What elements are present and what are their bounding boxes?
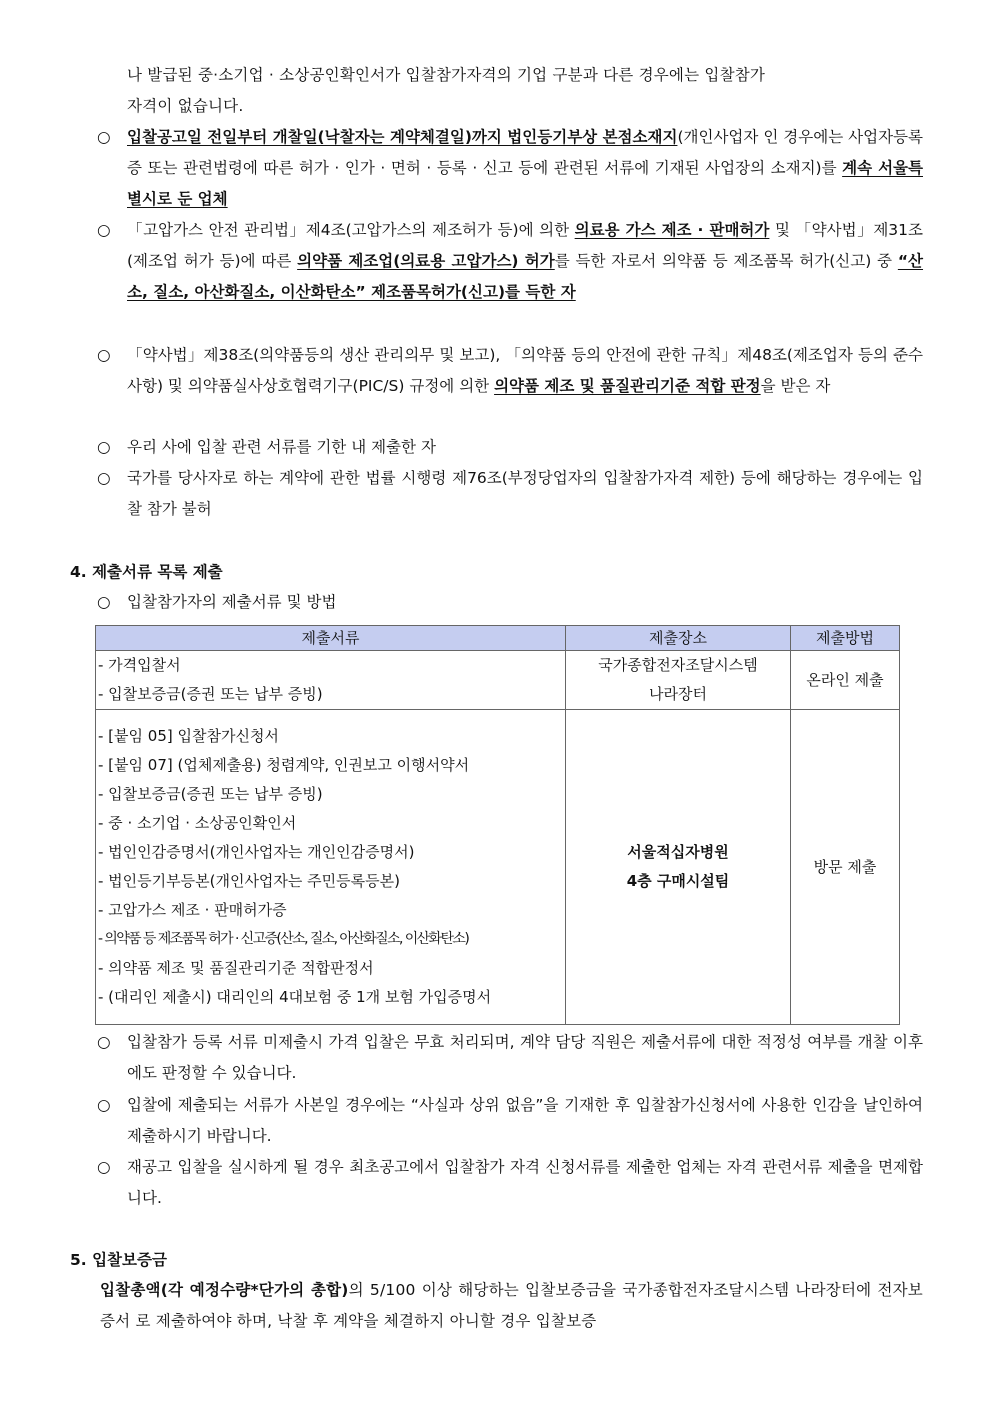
method-cell: 방문 제출 (791, 710, 900, 1025)
document-item: - [붙임 07] (업체제출용) 청렴계약, 인권보고 이행서약서 (98, 756, 470, 774)
section-4-subtitle (97, 587, 923, 618)
body-text: 입찰참가 등록 서류 미제출시 가격 입찰은 무효 처리되며, 계약 담당 직원은 제출서류에 대한 적정성 여부를 개찰 이후에도 판정할 수 있습니다. (127, 1033, 923, 1082)
note-bullet (97, 1090, 923, 1152)
section-5-paragraph (100, 1275, 923, 1337)
emphasis-text: “산소, 질소, 아산화질소, 이산화탄소” 제조품목허가(신고)를 득한 자 (127, 252, 924, 301)
documents-table (95, 625, 900, 1025)
table-header-row (96, 626, 900, 651)
section-4-heading: 4. 제출서류 목록 제출 (70, 563, 223, 581)
column-header: 제출서류 (96, 626, 566, 651)
eligibility-bullet-license (97, 215, 923, 308)
body-text: 「고압가스 안전 관리법」제4조(고압가스의 제조허가 등)에 의한 (127, 221, 575, 239)
intro-paragraph (127, 60, 923, 122)
circle-bullet-icon: ○ (97, 128, 111, 146)
emphasis-text: 의료용 가스 제조 · 판매허가 (574, 221, 770, 239)
document-item: - [붙임 05] 입찰참가신청서 (98, 727, 279, 745)
body-text: 의 5/100 이상 해당하는 입찰보증금을 국가종합전자조달시스템 나라장터에 전자보증서 로 제출하여야 하며, 낙찰 후 계약을 체결하지 아니할 경우 입찰보증 (100, 1281, 923, 1330)
method-cell: 온라인 제출 (791, 651, 900, 710)
eligibility-bullet-restriction (97, 463, 923, 525)
place-line: 국가종합전자조달시스템 (598, 656, 758, 674)
emphasis-text: 의약품 제조 및 품질관리기준 적합 판정 (494, 377, 761, 395)
emphasis-text: 입찰공고일 전일부터 개찰일(낙찰자는 계약체결일)까지 법인등기부상 본점소재지 (127, 128, 678, 146)
eligibility-bullet-gmp (97, 340, 923, 402)
body-text: 재공고 입찰을 실시하게 될 경우 최초공고에서 입찰참가 자격 신청서류를 제출한 업체는 자격 관련서류 제출을 면제합니다. (127, 1158, 923, 1207)
circle-bullet-icon: ○ (97, 1033, 111, 1051)
document-item: - 입찰보증금(증권 또는 납부 증빙) (98, 685, 323, 703)
document-item: - 의약품 등 제조품목 허가 · 신고증(산소, 질소, 아산화질소, 이산화탄소) (98, 931, 469, 947)
circle-bullet-icon: ○ (97, 1158, 111, 1176)
place-cell (566, 710, 791, 1025)
emphasis-text: 의약품 제조업(의료용 고압가스) 허가 (297, 252, 555, 270)
document-item: - (대리인 제출시) 대리인의 4대보험 중 1개 보험 가입증명서 (98, 988, 492, 1006)
eligibility-bullet-submission (97, 432, 923, 463)
table-row (96, 651, 900, 710)
note-bullet (97, 1152, 923, 1214)
body-text: 및 「약사법」제31조(제조업 허가 등)에 따른 (127, 221, 924, 270)
circle-bullet-icon: ○ (97, 1096, 111, 1114)
emphasis-text: 계속 서울특별시로 둔 업체 (127, 159, 923, 208)
column-header: 제출장소 (566, 626, 791, 651)
body-text: 를 득한 자로서 의약품 등 제조품목 허가(신고) 중 (554, 252, 898, 270)
document-item: - 입찰보증금(증권 또는 납부 증빙) (98, 785, 323, 803)
note-bullet (97, 1027, 923, 1089)
intro-line: 자격이 없습니다. (127, 97, 244, 115)
document-item: - 가격입찰서 (98, 656, 181, 674)
body-text: 입찰에 제출되는 서류가 사본일 경우에는 “사실과 상위 없음”을 기재한 후 입찰참가신청서에 사용한 인감을 날인하여 제출하시기 바랍니다. (127, 1096, 923, 1145)
table-row (96, 710, 900, 1025)
body-text: 국가를 당사자로 하는 계약에 관한 법률 시행령 제76조(부정당업자의 입찰참가자격 제한) 등에 해당하는 경우에는 입찰 참가 불허 (127, 469, 923, 518)
place-line: 4층 구매시설팀 (626, 872, 730, 890)
body-text: 우리 사에 입찰 관련 서류를 기한 내 제출한 자 (127, 438, 436, 456)
section-5-heading: 5. 입찰보증금 (70, 1251, 167, 1269)
body-text: 「약사법」제38조(의약품등의 생산 관리의무 및 보고), 「의약품 등의 안전에 관한 규칙」제48조(제조업자 등의 준수사항) 및 의약품실사상호협력기구(PIC/S) 규정에 의한 (127, 346, 923, 395)
document-item: - 중 · 소기업 · 소상공인확인서 (98, 814, 297, 832)
intro-line: 나 발급된 중·소기업 · 소상공인확인서가 입찰참가자격의 기업 구분과 다른 경우에는 입찰참가 (127, 66, 766, 84)
place-line: 서울적십자병원 (627, 843, 729, 861)
document-item: - 고압가스 제조 · 판매허가증 (98, 901, 287, 919)
place-line: 나라장터 (649, 685, 707, 703)
document-item: - 법인인감증명서(개인사업자는 개인인감증명서) (98, 843, 415, 861)
circle-bullet-icon: ○ (97, 221, 111, 239)
column-header: 제출방법 (791, 626, 900, 651)
body-text: 을 받은 자 (760, 377, 831, 395)
body-text: 입찰참가자의 제출서류 및 방법 (127, 593, 337, 611)
circle-bullet-icon: ○ (97, 469, 111, 487)
body-text: (개인사업자 인 경우에는 사업자등록증 또는 관련법령에 따른 허가 · 인가 · 면허 · 등록 · 신고 등에 관련된 서류에 기재된 사업장의 소재지)를 (127, 128, 924, 177)
document-item: - 의약품 제조 및 품질관리기준 적합판정서 (98, 959, 374, 977)
place-cell (566, 651, 791, 710)
circle-bullet-icon: ○ (97, 346, 111, 364)
emphasis-text: 입찰총액(각 예정수량*단가의 총합) (100, 1281, 349, 1299)
document-item: - 법인등기부등본(개인사업자는 주민등록등본) (98, 872, 400, 890)
circle-bullet-icon: ○ (97, 593, 111, 611)
documents-cell (96, 710, 566, 1025)
documents-cell (96, 651, 566, 710)
eligibility-bullet-location (97, 122, 923, 215)
circle-bullet-icon: ○ (97, 438, 111, 456)
